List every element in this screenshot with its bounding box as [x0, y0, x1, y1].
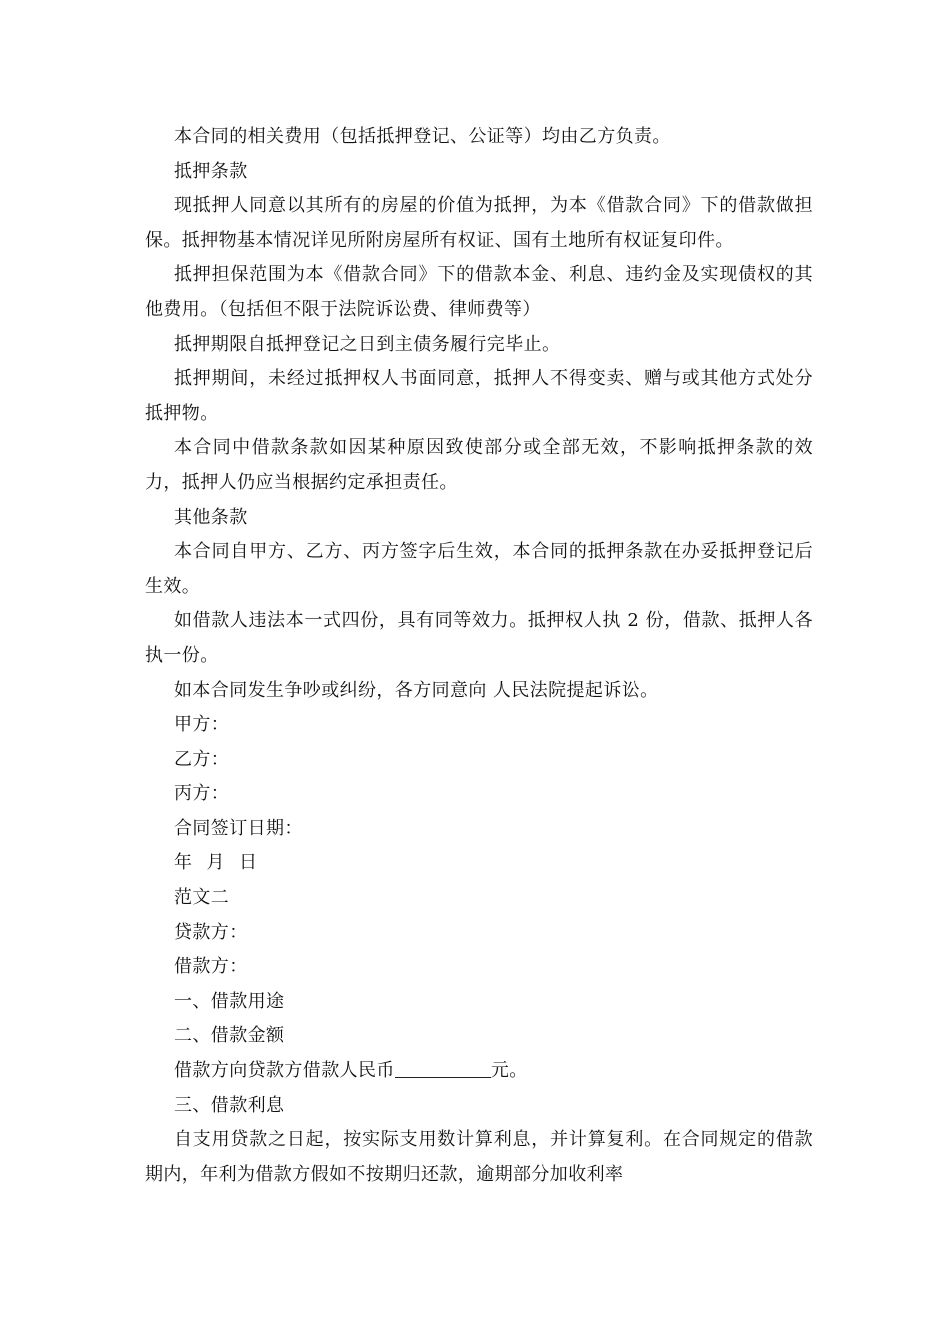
- amount-suffix: 元。: [490, 1060, 528, 1082]
- paragraph-dispute: 如本合同发生争吵或纠纷，各方同意向 人民法院提起诉讼。: [174, 679, 659, 701]
- borrower-label: 借款方：: [174, 956, 248, 978]
- paragraph-effective: 本合同自甲方、乙方、丙方签字后生效，本合同的抵押条款在办妥抵押登记后生效。: [145, 541, 813, 597]
- paragraph-copies: 如借款人违法本一式四份，具有同等效力。抵押权人执 2 份，借款、抵押人各执一份。: [145, 610, 813, 666]
- paragraph-mortgage-term: 抵押期限自抵押登记之日到主债务履行完毕止。: [174, 333, 561, 355]
- heading-loan-amount: 二、借款金额: [174, 1025, 285, 1047]
- amount-blank-field: [395, 1059, 491, 1078]
- document-body: [145, 120, 813, 1192]
- heading-loan-interest: 三、借款利息: [174, 1094, 285, 1116]
- paragraph-fees: 本合同的相关费用（包括抵押登记、公证等）均由乙方负责。: [174, 126, 671, 147]
- paragraph-mortgage-consent: 现抵押人同意以其所有的房屋的价值为抵押，为本《借款合同》下的借款做担保。抵押物基本情况详见所附房屋所有权证、国有土地所有权证复印件。: [145, 195, 813, 251]
- party-b-label: 乙方：: [174, 748, 230, 770]
- heading-mortgage-terms: 抵押条款: [174, 160, 248, 182]
- party-c-label: 丙方：: [174, 783, 230, 805]
- paragraph-amount-line: [145, 1054, 813, 1089]
- paragraph-interest-terms: 自支用贷款之日起，按实际支用数计算利息，并计算复利。在合同规定的借款期内，年利为借款方假如不按期归还款，逾期部分加收利率: [145, 1129, 813, 1185]
- paragraph-invalid-clause: 本合同中借款条款如因某种原因致使部分或全部无效，不影响抵押条款的效力，抵押人仍应当根据约定承担责任。: [145, 437, 813, 493]
- paragraph-guarantee-scope: 抵押担保范围为本《借款合同》下的借款本金、利息、违约金及实现债权的其他费用。（包括但不限于法院诉讼费、律师费等）: [145, 264, 813, 320]
- heading-sample-two: 范文二: [174, 887, 230, 909]
- lender-label: 贷款方：: [174, 921, 248, 943]
- signing-date-label: 合同签订日期：: [174, 817, 303, 839]
- heading-loan-purpose: 一、借款用途: [174, 990, 285, 1012]
- heading-other-terms: 其他条款: [174, 506, 248, 528]
- amount-prefix: 借款方向贷款方借款人民币: [174, 1060, 395, 1082]
- paragraph-mortgage-period: 抵押期间，未经过抵押权人书面同意，抵押人不得变卖、赠与或其他方式处分抵押物。: [145, 368, 813, 424]
- date-placeholder: 年 月 日: [174, 852, 258, 874]
- party-a-label: 甲方：: [174, 714, 230, 736]
